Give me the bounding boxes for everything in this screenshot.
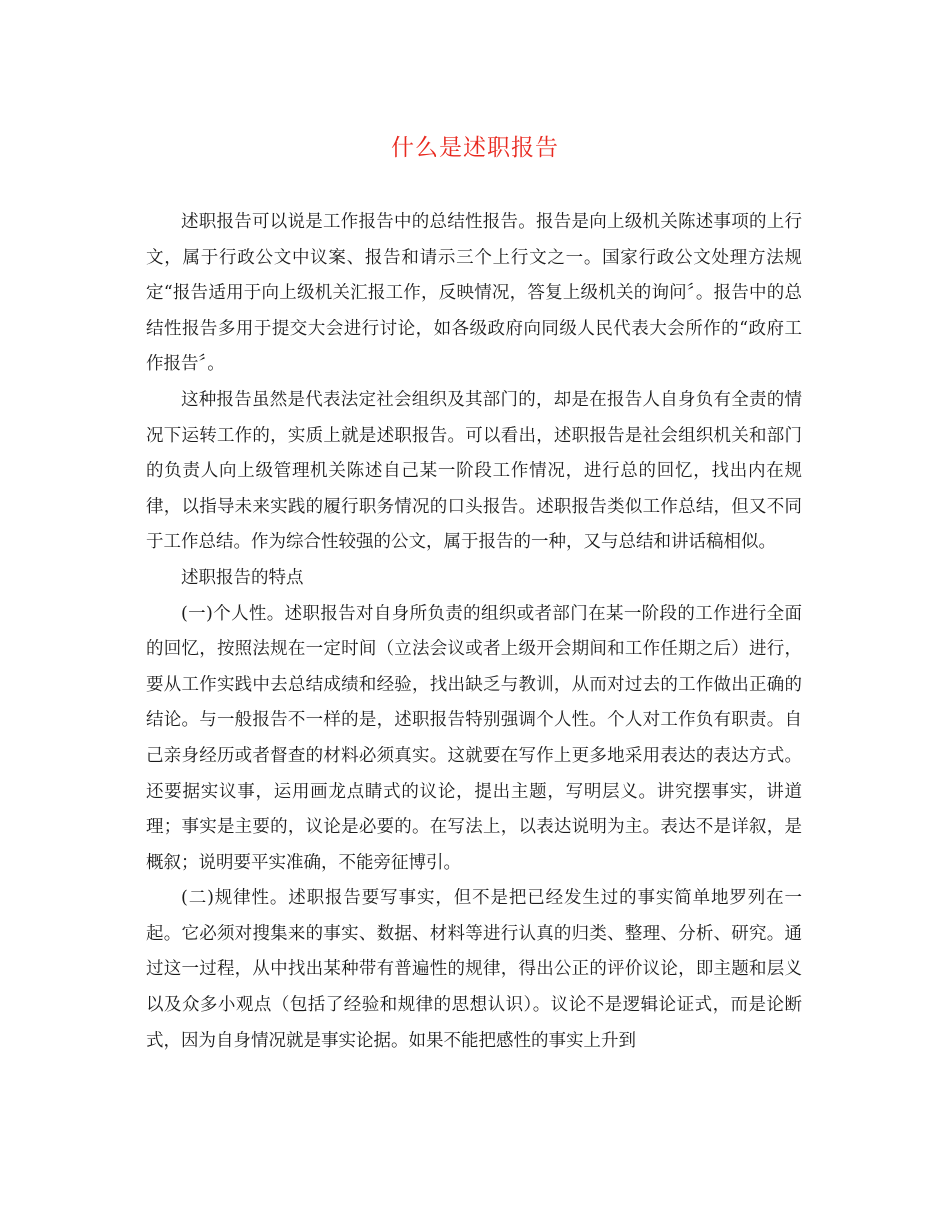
paragraph-personal: (一)个人性。述职报告对自身所负责的组织或者部门在某一阶段的工作进行全面的回忆，按照法规在一定时间（立法会议或者上级开会期间和工作任期之后）进行，要从工作实践中去总结成绩和经验，找出缺乏与教训，从而对过去的工作做出正确的结论。与一般报告不一样的是，述职报告特别强调个人性。个人对工作负有职责。自己亲身经历或者督查的材料必须真实。这就要在写作上更多地采用表达的表达方式。还要据实议事，运用画龙点睛式的议论，提出主题，写明层义。讲究摆事实，讲道理；事实是主要的，议论是必要的。在写法上，以表达说明为主。表达不是详叙，是概叙；说明要平实准确，不能旁征博引。 [146,603,802,873]
paragraph-nature: 这种报告虽然是代表法定社会组织及其部门的，却是在报告人自身负有全责的情况下运转工作的，实质上就是述职报告。可以看出，述职报告是社会组织机关和部门的负责人向上级管理机关陈述自己某一阶段工作情况，进行总的回忆，找出内在规律，以指导未来实践的履行职务情况的口头报告。述职报告类似工作总结，但又不同于工作总结。作为综合性较强的公文，属于报告的一种，又与总结和讲话稿相似。 [146,389,802,553]
document-title: 什么是述职报告 [391,135,559,161]
section-heading-features: 述职报告的特点 [181,567,304,588]
paragraph-intro: 述职报告可以说是工作报告中的总结性报告。报告是向上级机关陈述事项的上行文，属于行政公文中议案、报告和请示三个上行文之一。国家行政公文处理方法规定“报告适用于向上级机关汇报工作，反映情况，答复上级机关的询问〞。报告中的总结性报告多用于提交大会进行讨论，如各级政府向同级人民代表大会所作的“政府工作报告〞。 [146,212,802,375]
document-body [146,205,802,1059]
paragraph-regularity: (二)规律性。述职报告要写事实，但不是把已经发生过的事实简单地罗列在一起。它必须对搜集来的事实、数据、材料等进行认真的归类、整理、分析、研究。通过这一过程，从中找出某种带有普遍性的规律，得出公正的评价议论，即主题和层义以及众多小观点（包括了经验和规律的思想认识）。议论不是逻辑论证式，而是论断式，因为自身情况就是事实论据。如果不能把感性的事实上升到 [146,888,802,1051]
